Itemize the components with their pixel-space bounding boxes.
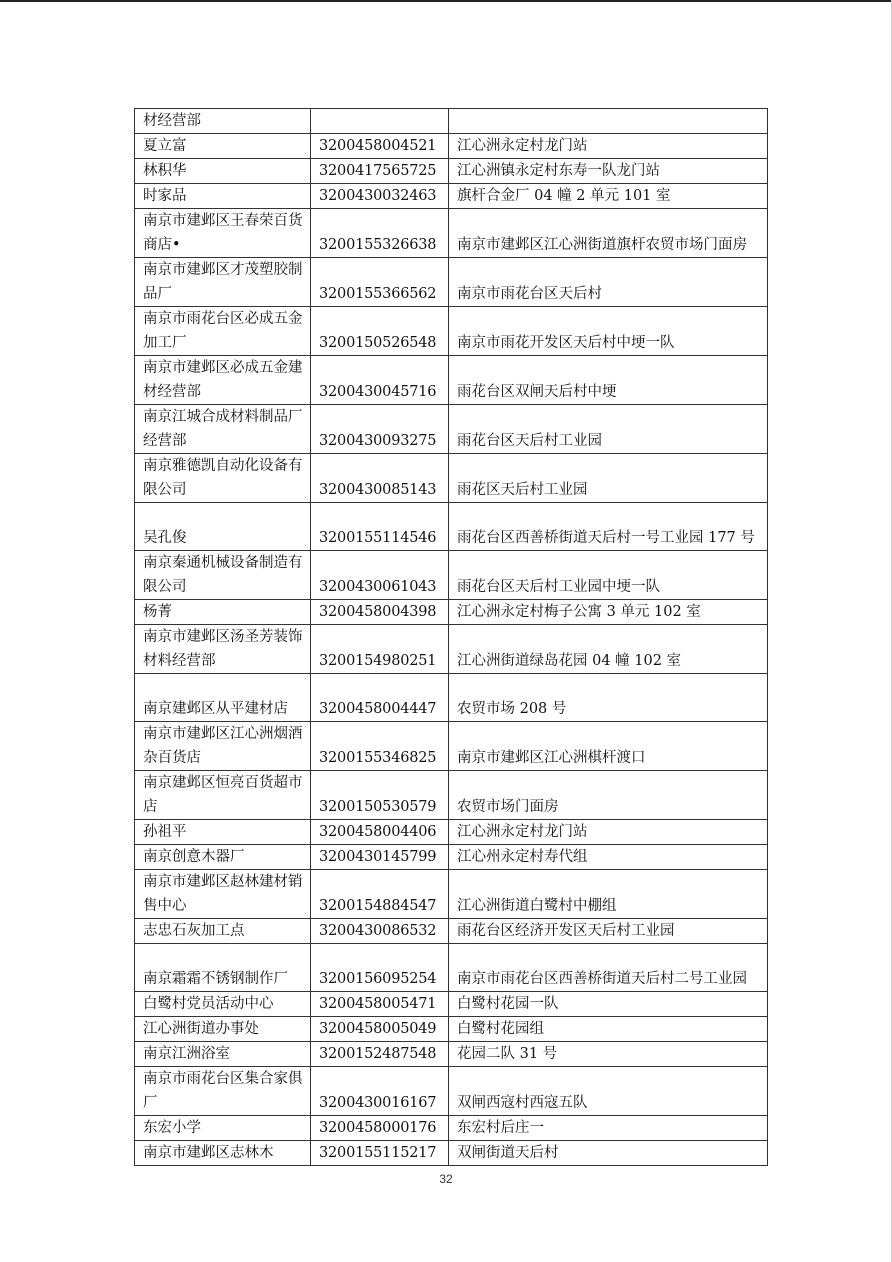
name-cell: 南京秦通机械设备制造有限公司 [135, 551, 311, 600]
table-row [135, 845, 768, 870]
table-row [135, 258, 768, 307]
id-cell: 3200156095254 [311, 944, 449, 992]
address-cell: 南京市建邺区江心洲街道旗杆农贸市场门面房 [449, 209, 768, 258]
name-cell: 江心洲街道办事处 [135, 1017, 311, 1042]
address-cell: 农贸市场 208 号 [449, 674, 768, 722]
table-row [135, 405, 768, 454]
name-cell: 夏立富 [135, 134, 311, 159]
table-row [135, 159, 768, 184]
table-row [135, 919, 768, 944]
address-cell: 江心洲镇永定村东寿一队龙门站 [449, 159, 768, 184]
name-cell: 孙祖平 [135, 820, 311, 845]
id-cell: 3200155115217 [311, 1141, 449, 1166]
name-cell: 杨菁 [135, 600, 311, 625]
address-cell: 江心洲永定村龙门站 [449, 820, 768, 845]
address-cell: 南京市雨花台区西善桥街道天后村二号工业园 [449, 944, 768, 992]
name-cell: 南京雅德凯自动化设备有限公司 [135, 454, 311, 503]
records-table-body [135, 109, 768, 1166]
id-cell: 3200430045716 [311, 356, 449, 405]
table-row [135, 454, 768, 503]
table-row [135, 1042, 768, 1067]
address-cell: 江心洲街道绿岛花园 04 幢 102 室 [449, 625, 768, 674]
name-cell: 南京市建邺区赵林建材销售中心 [135, 870, 311, 919]
table-row [135, 944, 768, 992]
id-cell: 3200458004521 [311, 134, 449, 159]
id-cell: 3200155114546 [311, 503, 449, 551]
address-cell: 雨花台区天后村工业园中埂一队 [449, 551, 768, 600]
address-cell: 白鹭村花园一队 [449, 992, 768, 1017]
id-cell: 3200155346825 [311, 722, 449, 771]
id-cell [311, 109, 449, 134]
id-cell: 3200458005049 [311, 1017, 449, 1042]
address-cell: 双闸街道天后村 [449, 1141, 768, 1166]
name-cell: 南京创意木器厂 [135, 845, 311, 870]
address-cell: 雨花台区西善桥街道天后村一号工业园 177 号 [449, 503, 768, 551]
records-table [134, 108, 768, 1166]
id-cell: 3200152487548 [311, 1042, 449, 1067]
table-row [135, 209, 768, 258]
name-cell: 南京市雨花台区集合家俱厂 [135, 1067, 311, 1116]
address-cell [449, 109, 768, 134]
id-cell: 3200150526548 [311, 307, 449, 356]
name-cell: 时家品 [135, 184, 311, 209]
page-top-border [0, 0, 892, 2]
table-row [135, 771, 768, 820]
id-cell: 3200430085143 [311, 454, 449, 503]
name-cell: 南京市雨花台区必成五金加工厂 [135, 307, 311, 356]
address-cell: 花园二队 31 号 [449, 1042, 768, 1067]
address-cell: 南京市雨花台区天后村 [449, 258, 768, 307]
address-cell: 雨花台区天后村工业园 [449, 405, 768, 454]
address-cell: 江心州永定村寿代组 [449, 845, 768, 870]
table-row [135, 1116, 768, 1141]
table-row [135, 109, 768, 134]
id-cell: 3200154980251 [311, 625, 449, 674]
address-cell: 江心洲街道白鹭村中棚组 [449, 870, 768, 919]
address-cell: 旗杆合金厂 04 幢 2 单元 101 室 [449, 184, 768, 209]
name-cell: 南京建邺区恒亮百货超市店 [135, 771, 311, 820]
id-cell: 3200155366562 [311, 258, 449, 307]
name-cell: 南京市建邺区江心洲烟酒杂百货店 [135, 722, 311, 771]
id-cell: 3200155326638 [311, 209, 449, 258]
address-cell: 南京市建邺区江心洲棋杆渡口 [449, 722, 768, 771]
id-cell: 3200430061043 [311, 551, 449, 600]
table-row [135, 356, 768, 405]
address-cell: 白鹭村花园组 [449, 1017, 768, 1042]
address-cell: 农贸市场门面房 [449, 771, 768, 820]
table-row [135, 722, 768, 771]
table-row [135, 600, 768, 625]
table-row [135, 674, 768, 722]
id-cell: 3200430032463 [311, 184, 449, 209]
table-row [135, 625, 768, 674]
id-cell: 3200154884547 [311, 870, 449, 919]
id-cell: 3200458004398 [311, 600, 449, 625]
name-cell: 南京市建邺区汤圣芳装饰材料经营部 [135, 625, 311, 674]
id-cell: 3200417565725 [311, 159, 449, 184]
address-cell: 雨花台区双闸天后村中埂 [449, 356, 768, 405]
table-row [135, 870, 768, 919]
name-cell: 林积华 [135, 159, 311, 184]
name-cell: 吴孔俊 [135, 503, 311, 551]
id-cell: 3200458005471 [311, 992, 449, 1017]
id-cell: 3200430016167 [311, 1067, 449, 1116]
name-cell: 南京市建邺区志林木 [135, 1141, 311, 1166]
table-row [135, 1067, 768, 1116]
name-cell: 南京江城合成材料制品厂经营部 [135, 405, 311, 454]
id-cell: 3200430086532 [311, 919, 449, 944]
table-row [135, 551, 768, 600]
table-row [135, 992, 768, 1017]
table-row [135, 820, 768, 845]
address-cell: 江心洲永定村龙门站 [449, 134, 768, 159]
id-cell: 3200150530579 [311, 771, 449, 820]
table-row [135, 503, 768, 551]
name-cell: 白鹭村党员活动中心 [135, 992, 311, 1017]
address-cell: 江心洲永定村梅子公寓 3 单元 102 室 [449, 600, 768, 625]
id-cell: 3200430145799 [311, 845, 449, 870]
table-row [135, 1141, 768, 1166]
table-row [135, 134, 768, 159]
id-cell: 3200458004406 [311, 820, 449, 845]
page-number: 32 [439, 1172, 453, 1186]
table-row [135, 1017, 768, 1042]
name-cell: 南京市建邺区必成五金建材经营部 [135, 356, 311, 405]
name-cell: 南京江洲浴室 [135, 1042, 311, 1067]
name-cell: 志忠石灰加工点 [135, 919, 311, 944]
address-cell: 双闸西寇村西寇五队 [449, 1067, 768, 1116]
address-cell: 雨花台区经济开发区天后村工业园 [449, 919, 768, 944]
name-cell: 东宏小学 [135, 1116, 311, 1141]
address-cell: 东宏村后庄一 [449, 1116, 768, 1141]
address-cell: 雨花区天后村工业园 [449, 454, 768, 503]
name-cell: 南京霜霜不锈钢制作厂 [135, 944, 311, 992]
id-cell: 3200430093275 [311, 405, 449, 454]
name-cell: 南京市建邺区王春荣百货商店• [135, 209, 311, 258]
id-cell: 3200458000176 [311, 1116, 449, 1141]
name-cell: 南京建邺区从平建材店 [135, 674, 311, 722]
table-row [135, 307, 768, 356]
table-row [135, 184, 768, 209]
name-cell: 材经营部 [135, 109, 311, 134]
name-cell: 南京市建邺区才茂塑胶制品厂 [135, 258, 311, 307]
id-cell: 3200458004447 [311, 674, 449, 722]
address-cell: 南京市雨花开发区天后村中埂一队 [449, 307, 768, 356]
